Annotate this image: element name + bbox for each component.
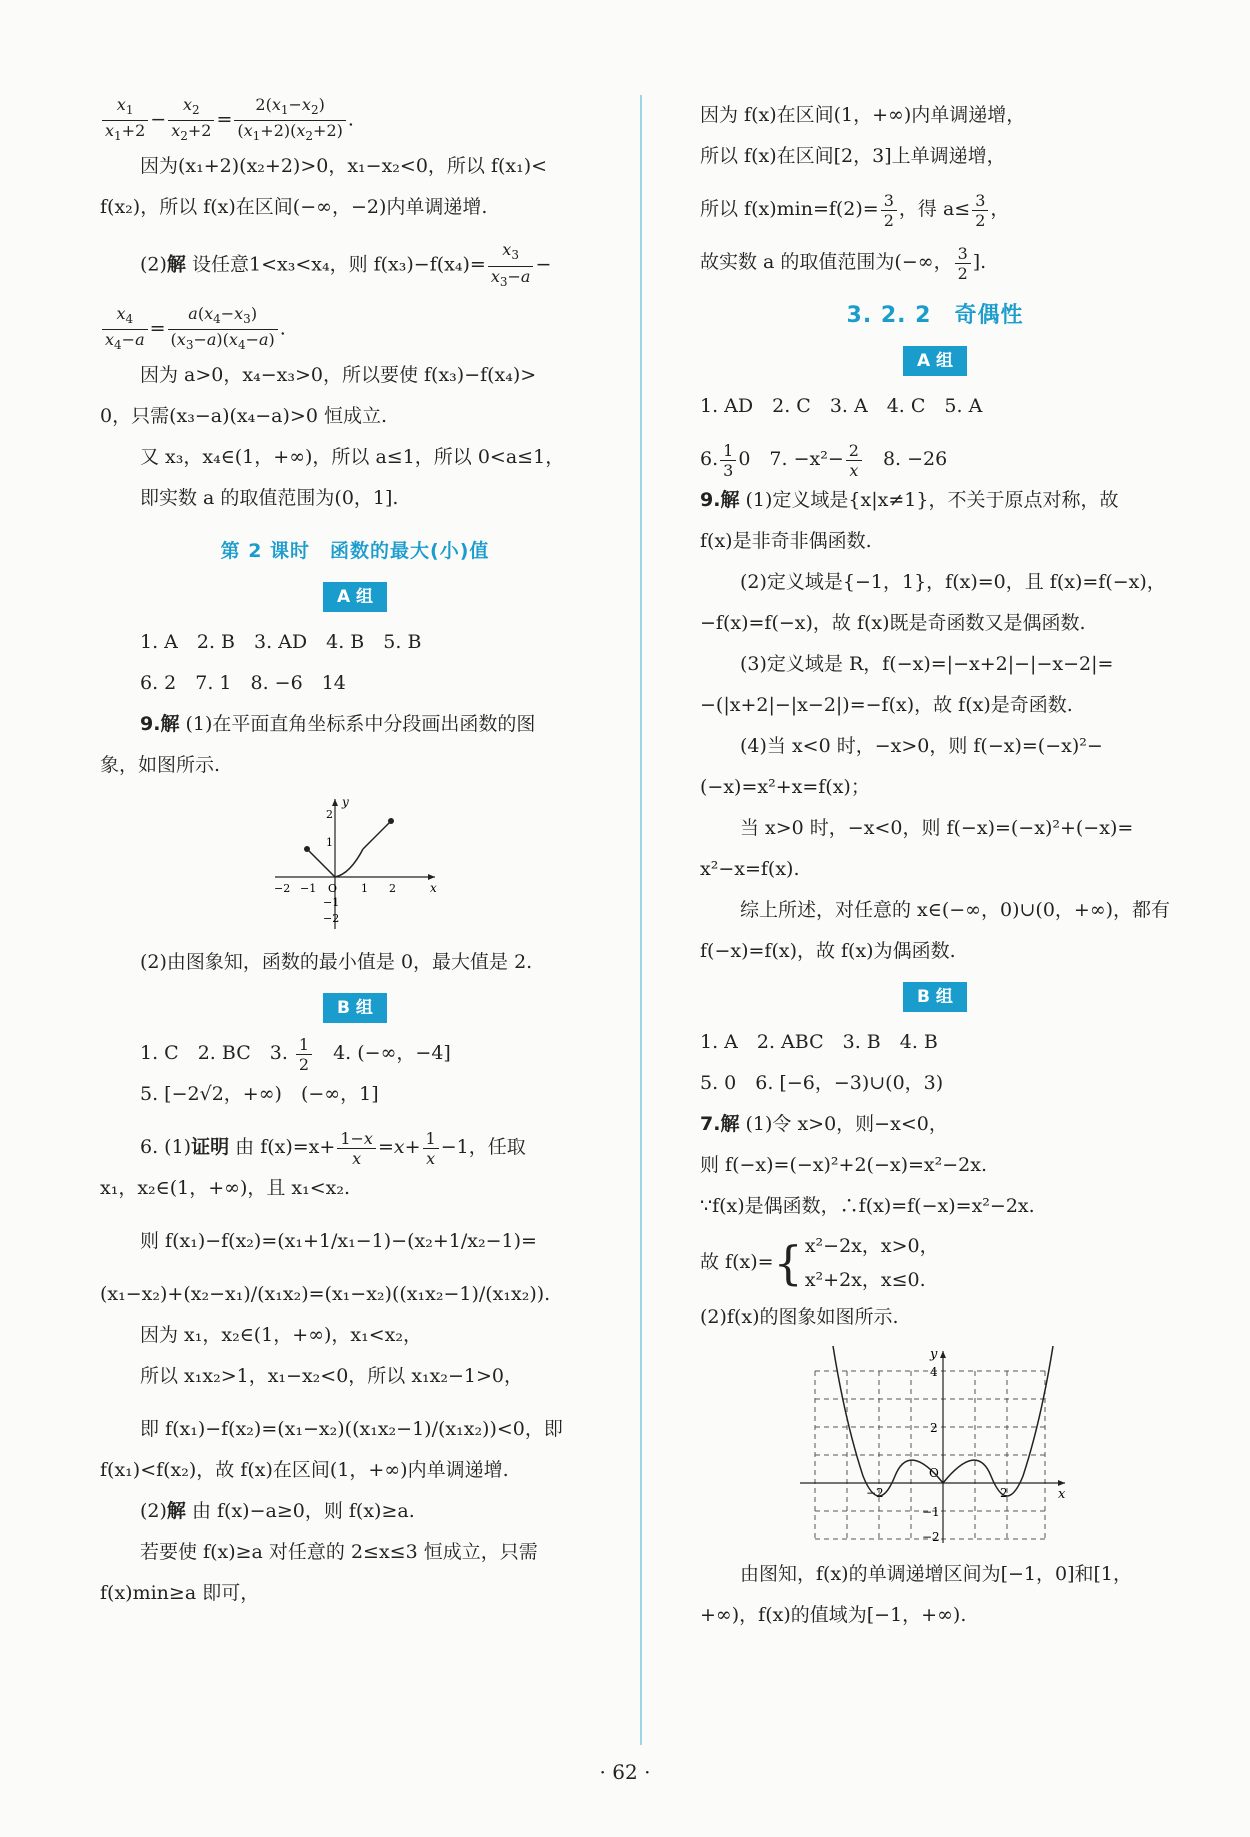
svg-text:−2: −2 (323, 912, 340, 926)
text-line: (4)当 x<0 时，−x>0，则 f(−x)=(−x)²− (740, 735, 1103, 757)
answers-line: 6. $\frac{1}{3}$ 0 7. −x²− $\frac{2}{x}$ 8. −26 (700, 440, 948, 480)
answers-line: 1. AD 2. C 3. A 4. C 5. A (700, 395, 983, 417)
text-line: −f(x)=f(−x)，故 f(x)既是奇函数又是偶函数. (700, 612, 1086, 634)
even-function-graph (800, 1346, 1070, 1546)
group-a-badge: A 组 (323, 582, 387, 612)
text-line: ∵f(x)是偶函数，∴f(x)=f(−x)=x²−2x. (700, 1195, 1035, 1217)
svg-text:−2: −2 (866, 1486, 884, 1500)
text-line: 因为 a>0，x₄−x₃>0，所以要使 f(x₃)−f(x₄)> (140, 364, 537, 387)
question-9: 9.解 (1)在平面直角坐标系中分段画出函数的图 (140, 713, 536, 736)
svg-text:x: x (430, 881, 437, 896)
svg-text:2: 2 (1000, 1486, 1008, 1500)
answers-line: 6. 2 7. 1 8. −6 14 (140, 672, 346, 695)
group-b-badge: B 组 (903, 982, 967, 1012)
text-line: (x₁−x₂)+(x₂−x₁)/(x₁x₂)=(x₁−x₂)((x₁x₂−1)/(x₁x₂)). (100, 1283, 551, 1306)
text-line: x₁，x₂∈(1，+∞)，且 x₁<x₂. (100, 1177, 351, 1200)
text-line: 所以 f(x)在区间[2，3]上单调递增， (700, 145, 1006, 167)
answers-line: 1. C 2. BC 3. $\frac{1}{2}$ 4. (−∞，−4] (140, 1034, 451, 1074)
question-6: 6. (1)证明 由 f(x)=x+ $\frac{1-x}{x}$ =x+ $\frac{1}{x}$ −1，任取 (140, 1128, 526, 1168)
left-column (100, 95, 610, 1614)
svg-text:−1: −1 (323, 896, 340, 910)
text-line: 由图知，f(x)的单调递增区间为[−1，0]和[1， (740, 1563, 1132, 1585)
svg-text:1: 1 (326, 836, 333, 850)
text-line: (2)f(x)的图象如图所示. (700, 1306, 899, 1328)
text-line: 因为 x₁，x₂∈(1，+∞)，x₁<x₂， (140, 1324, 423, 1347)
svg-text:O: O (328, 882, 338, 896)
svg-text:4: 4 (930, 1365, 938, 1379)
page-number: · 62 · (599, 1760, 651, 1784)
text-line: 因为(x₁+2)(x₂+2)>0，x₁−x₂<0，所以 f(x₁)< (140, 155, 548, 178)
text-line: 当 x>0 时，−x<0，则 f(−x)=(−x)²+(−x)= (740, 817, 1134, 839)
text-line: f(−x)=f(x)，故 f(x)为偶函数. (700, 940, 956, 962)
text-line: f(x₁)<f(x₂)，故 f(x)在区间(1，+∞)内单调递增. (100, 1459, 509, 1482)
svg-text:−1: −1 (922, 1505, 940, 1519)
group-b-badge: B 组 (323, 993, 387, 1023)
text-line: 因为 f(x)在区间(1，+∞)内单调递增， (700, 104, 1026, 126)
text-line: (2)由图象知，函数的最小值是 0，最大值是 2. (140, 951, 533, 974)
svg-text:2: 2 (930, 1421, 938, 1435)
answers-line: 1. A 2. ABC 3. B 4. B (700, 1031, 938, 1053)
text-line: f(x₂)，所以 f(x)在区间(−∞，−2)内单调递增. (100, 196, 488, 219)
text-line: (2)解 由 f(x)−a≥0，则 f(x)≥a. (140, 1500, 415, 1523)
text-line: (3)定义域是 R，f(−x)=|−x+2|−|−x−2|= (740, 653, 1114, 675)
text-line: 若要使 f(x)≥a 对任意的 2≤x≤3 恒成立，只需 (140, 1541, 538, 1564)
text-line: 则 f(−x)=(−x)²+2(−x)=x²−2x. (700, 1154, 988, 1176)
svg-text:1: 1 (361, 882, 368, 896)
formula-line-1: $\frac{x_1}{x_1+2}$ − $\frac{x_2}{x_2+2}$ = $\frac{2(x_1-x_2)}{(x_1+2)(x_2+2)}$ . (100, 95, 610, 146)
svg-text:2: 2 (326, 808, 333, 822)
text-line: −(|x+2|−|x−2|)=−f(x)，故 f(x)是奇函数. (700, 694, 1073, 716)
svg-text:2: 2 (389, 882, 396, 896)
text-line: (−x)=x²+x=f(x)； (700, 776, 870, 798)
formula-line-2: $\frac{x_4}{x_4-a}$ = $\frac{a(x_4-x_3)}{(x_3-a)(x_4-a)}$ . (100, 304, 610, 355)
text-line: 0，只需(x₃−a)(x₄−a)>0 恒成立. (100, 405, 387, 428)
question-7: 7.解 (1)令 x>0，则−x<0， (700, 1113, 948, 1135)
column-divider (640, 95, 642, 1745)
svg-text:y: y (930, 1347, 938, 1362)
svg-text:x: x (1058, 1487, 1066, 1502)
text-line: 又 x₃，x₄∈(1，+∞)，所以 a≤1，所以 0<a≤1， (140, 446, 565, 469)
svg-text:y: y (342, 795, 349, 810)
text-line: 则 f(x₁)−f(x₂)=(x₁+1/x₁−1)−(x₂+1/x₂−1)= (140, 1230, 537, 1253)
text-line: (2)定义域是{−1，1}，f(x)=0，且 f(x)=f(−x)， (740, 571, 1166, 593)
answers-line: 5. 0 6. [−6，−3)∪(0，3) (700, 1072, 944, 1094)
section-title: 第 2 课时 函数的最大(小)值 (220, 540, 490, 563)
text-line: (2)解 设任意1<x₃<x₄，则 f(x₃)−f(x₄)= $\frac{x_3}{x_3-a}$ − (140, 240, 552, 289)
text-line: +∞)，f(x)的值域为[−1，+∞). (700, 1604, 967, 1626)
text-line: 综上所述，对任意的 x∈(−∞，0)∪(0，+∞)，都有 (740, 899, 1171, 921)
text-line: f(x)min≥a 即可， (100, 1582, 260, 1605)
svg-text:−2: −2 (922, 1530, 940, 1544)
right-column (700, 95, 1170, 1636)
text-line: 象，如图所示. (100, 754, 221, 777)
question-9: 9.解 (1)定义域是{x|x≠1}，不关于原点对称，故 (700, 489, 1119, 511)
text-line: 所以 x₁x₂>1，x₁−x₂<0，所以 x₁x₂−1>0， (140, 1365, 524, 1388)
piecewise-definition: 故 f(x)={ x²−2x，x>0， x²+2x，x≤0. (700, 1235, 939, 1291)
text-line: 即实数 a 的取值范围为(0，1]. (140, 487, 399, 510)
piecewise-graph (270, 794, 440, 934)
text-line: f(x)是非奇非偶函数. (700, 530, 872, 552)
answers-line: 1. A 2. B 3. AD 4. B 5. B (140, 631, 422, 654)
group-a-badge: A 组 (903, 346, 967, 376)
text-line: 即 f(x₁)−f(x₂)=(x₁−x₂)((x₁x₂−1)/(x₁x₂))<0，即 (140, 1418, 563, 1441)
text-line: 所以 f(x)min=f(2)= $\frac{3}{2}$ ，得 a≤ $\frac{3}{2}$ ， (700, 190, 1010, 230)
text-line: 故实数 a 的取值范围为(−∞， $\frac{3}{2}$ ]. (700, 243, 987, 283)
svg-text:O: O (929, 1466, 939, 1480)
svg-text:−1: −1 (300, 882, 317, 896)
svg-text:−2: −2 (274, 882, 291, 896)
answers-line: 5. [−2√2，+∞) (−∞，1] (140, 1083, 379, 1106)
section-title: 3. 2. 2 奇偶性 (846, 303, 1024, 328)
text-line: x²−x=f(x). (700, 858, 800, 880)
